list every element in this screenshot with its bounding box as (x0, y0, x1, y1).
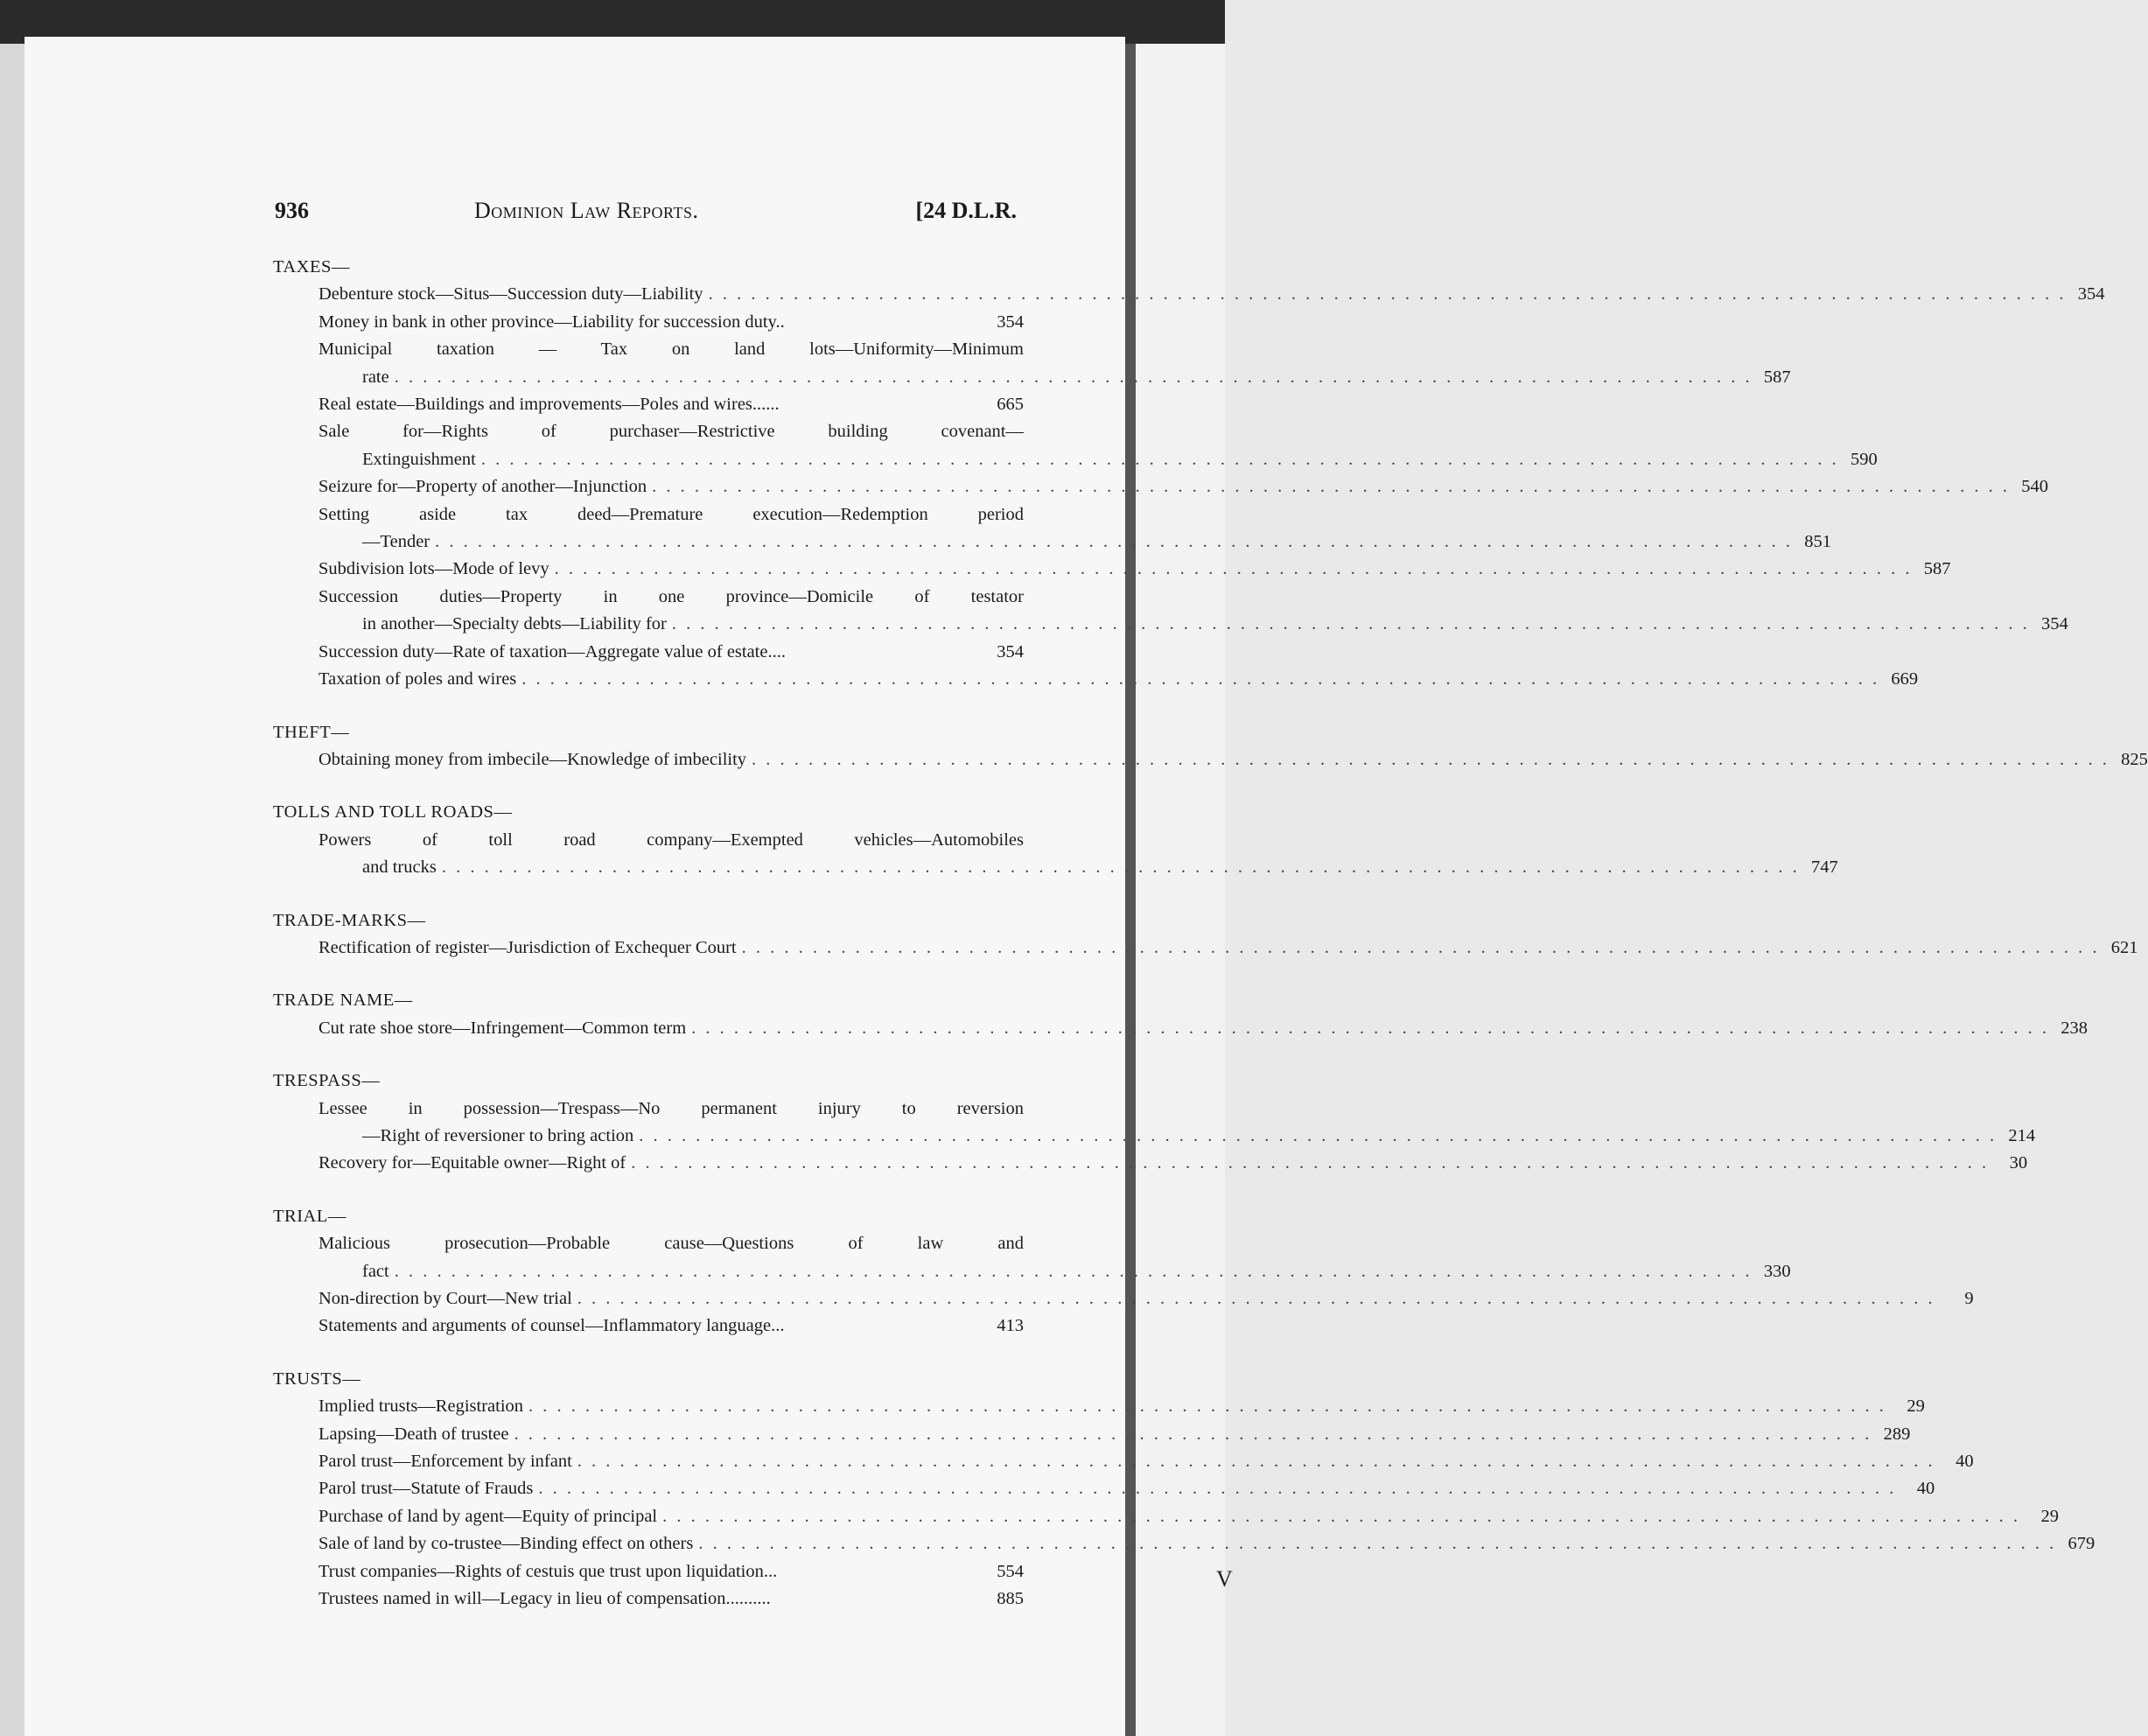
index-entry (273, 336, 1791, 391)
entry-text: Municipal taxation — Tax on land lots—Uniformity—Minimum (318, 340, 1024, 360)
index-entry (273, 1150, 2028, 1177)
index-entry (273, 1503, 2059, 1530)
entry-text: in another—Specialty debts—Liability for (362, 614, 667, 634)
index-section (273, 719, 2148, 774)
page-reference: 30 (2009, 1153, 2028, 1173)
page-number: 936 (275, 198, 309, 223)
entry-text: Recovery for—Equitable owner—Right of (318, 1153, 626, 1173)
index-entry (273, 1285, 1974, 1312)
section-heading: TAXES— (273, 257, 350, 276)
entry-text: Sale for—Rights of purchaser—Restrictive building covenant— (318, 422, 1024, 442)
index-entry (273, 473, 2049, 500)
scan-left-margin (0, 44, 24, 1736)
section-heading: TRUSTS— (273, 1368, 361, 1389)
index-entry (273, 1421, 1911, 1448)
index-entry (273, 391, 1024, 418)
entry-text: Obtaining money from imbecile—Knowledge of imbecility (318, 749, 747, 769)
leader-dots (631, 1150, 1989, 1177)
index-entry (273, 501, 1831, 556)
entry-text: rate (362, 367, 389, 387)
entry-text: Seizure for—Property of another—Injunction (318, 477, 647, 497)
leader-dots (752, 746, 2110, 774)
index-section (273, 987, 2089, 1042)
page-reference: 665 (997, 395, 1024, 415)
page-reference: 289 (1883, 1424, 1911, 1444)
page-reference: 554 (997, 1561, 1024, 1581)
index-entry (273, 418, 1878, 473)
index-entry (273, 1393, 1925, 1420)
index-entry (273, 1448, 1974, 1475)
adjacent-page-glyph: V (1216, 1566, 1233, 1592)
index-entry (273, 1312, 1024, 1340)
leader-dots (442, 854, 1800, 881)
section-heading: TRIAL— (273, 1206, 346, 1226)
entry-text: Setting aside tax deed—Premature execution—Redemption period (318, 504, 1024, 524)
entry-text: Implied trusts—Registration (318, 1396, 524, 1417)
page-reference: 413 (997, 1316, 1024, 1336)
page-reference: 29 (1907, 1396, 1925, 1417)
entry-text: Parol trust—Statute of Frauds (318, 1479, 534, 1499)
entry-text: Real estate—Buildings and improvements—Poles and wires...... (318, 395, 780, 415)
page-reference: 330 (1763, 1261, 1791, 1281)
index-entry (273, 1475, 1935, 1502)
index-entry (273, 1230, 1791, 1285)
entry-text: Trustees named in will—Legacy in lieu of compensation.......... (318, 1589, 771, 1609)
entry-text: Parol trust—Enforcement by infant (318, 1452, 572, 1472)
section-heading: TOLLS AND TOLL ROADS— (273, 802, 513, 822)
volume-reference: [24 D.L.R. (915, 198, 1017, 223)
entry-text: Succession duty—Rate of taxation—Aggregate value of estate.... (318, 641, 786, 662)
leader-dots (514, 1421, 1872, 1448)
index-entry (273, 1096, 2036, 1151)
index-entry (273, 746, 2148, 774)
page-reference: 214 (2008, 1125, 2036, 1145)
index-entry (273, 639, 1024, 666)
page-reference: 238 (2061, 1018, 2089, 1038)
leader-dots (662, 1503, 2020, 1530)
entry-text: Money in bank in other province—Liability for succession duty.. (318, 312, 785, 332)
leader-dots (577, 1448, 1935, 1475)
entry-text: —Tender (362, 532, 430, 552)
index-entry (273, 1558, 1024, 1586)
index-entry (273, 281, 2105, 308)
index-entry (273, 1530, 2096, 1558)
page-reference: 679 (2068, 1534, 2096, 1554)
running-header (247, 192, 1017, 228)
page-reference: 9 (1964, 1289, 1974, 1308)
page-reference: 354 (2040, 614, 2068, 634)
index-section (273, 799, 1838, 881)
section-heading: TRESPASS— (273, 1071, 381, 1091)
leader-dots (691, 1015, 2049, 1042)
entry-text: Statements and arguments of counsel—Inflammatory language... (318, 1316, 785, 1336)
index-section (273, 907, 2138, 962)
page-reference: 587 (1763, 367, 1791, 387)
page-reference: 29 (2040, 1506, 2059, 1526)
leader-dots (481, 446, 1839, 473)
entry-text: Purchase of land by agent—Equity of principal (318, 1506, 658, 1526)
page-reference: 354 (997, 312, 1024, 332)
page-reference: 540 (2021, 477, 2049, 497)
index-entry (273, 309, 1024, 336)
index-entry (273, 827, 1838, 882)
page-reference: 587 (1923, 559, 1951, 579)
leader-dots (395, 364, 1753, 391)
entry-text: Lapsing—Death of trustee (318, 1424, 509, 1444)
page-reference: 354 (2077, 284, 2105, 304)
index-entry (273, 1586, 1024, 1613)
index-section (273, 254, 2105, 694)
entry-text: Sale of land by co-trustee—Binding effect on others (318, 1534, 694, 1554)
leader-dots (555, 556, 1913, 583)
entry-text: Rectification of register—Jurisdiction of Exchequer Court (318, 937, 737, 957)
index-entry (273, 666, 1919, 693)
index-entry (273, 584, 2068, 639)
page-reference: 885 (997, 1589, 1024, 1609)
leader-dots (435, 528, 1793, 556)
page-reference: 669 (1891, 669, 1919, 690)
page-reference: 590 (1850, 449, 1878, 469)
section-heading: TRADE-MARKS— (273, 910, 426, 930)
leader-dots (652, 473, 2010, 500)
page-reference: 825 (2121, 749, 2148, 769)
entry-text: Subdivision lots—Mode of levy (318, 559, 549, 579)
leader-dots (528, 1393, 1886, 1420)
leader-dots (521, 666, 1879, 693)
page-reference: 851 (1804, 532, 1831, 552)
leader-dots (639, 1123, 1997, 1150)
entry-text: Taxation of poles and wires (318, 669, 517, 690)
entry-text: Malicious prosecution—Probable cause—Questions of law and (318, 1234, 1024, 1254)
leader-dots (395, 1258, 1753, 1285)
page-reference: 40 (1916, 1479, 1935, 1499)
entry-text: Lessee in possession—Trespass—No permanent injury to reversion (318, 1098, 1024, 1118)
index-section (273, 1068, 2036, 1178)
index-entry (273, 934, 2138, 962)
entry-text: fact (362, 1261, 389, 1281)
entry-text: —Right of reversioner to bring action (362, 1125, 634, 1145)
leader-dots (672, 611, 2030, 638)
page-reference: 747 (1810, 858, 1838, 878)
entry-text: and trucks (362, 858, 437, 878)
entry-text: Cut rate shoe store—Infringement—Common term (318, 1018, 687, 1038)
page-reference: 621 (2110, 937, 2138, 957)
leader-dots (709, 281, 2067, 308)
index-section (273, 1366, 2096, 1614)
leader-dots (538, 1475, 1896, 1502)
entry-text: Debenture stock—Situs—Succession duty—Liability (318, 284, 703, 304)
entry-text: Powers of toll road company—Exempted vehicles—Automobiles (318, 830, 1024, 850)
leader-dots (698, 1530, 2056, 1558)
entry-text: Extinguishment (362, 449, 476, 469)
running-title: Dominion Law Reports. (474, 198, 699, 223)
index-entry (273, 556, 1951, 583)
index-section (273, 1203, 1974, 1340)
section-heading: TRADE NAME— (273, 990, 413, 1011)
entry-text: Trust companies—Rights of cestuis que trust upon liquidation... (318, 1561, 778, 1581)
index-entry (273, 1015, 2089, 1042)
section-heading: THEFT— (273, 722, 350, 742)
leader-dots (742, 934, 2100, 962)
leader-dots (577, 1285, 1935, 1312)
page-reference: 40 (1956, 1452, 1974, 1472)
entry-text: Non-direction by Court—New trial (318, 1289, 572, 1308)
index-content (273, 254, 2148, 1638)
page-reference: 354 (997, 641, 1024, 662)
entry-text: Succession duties—Property in one province—Domicile of testator (318, 586, 1024, 606)
